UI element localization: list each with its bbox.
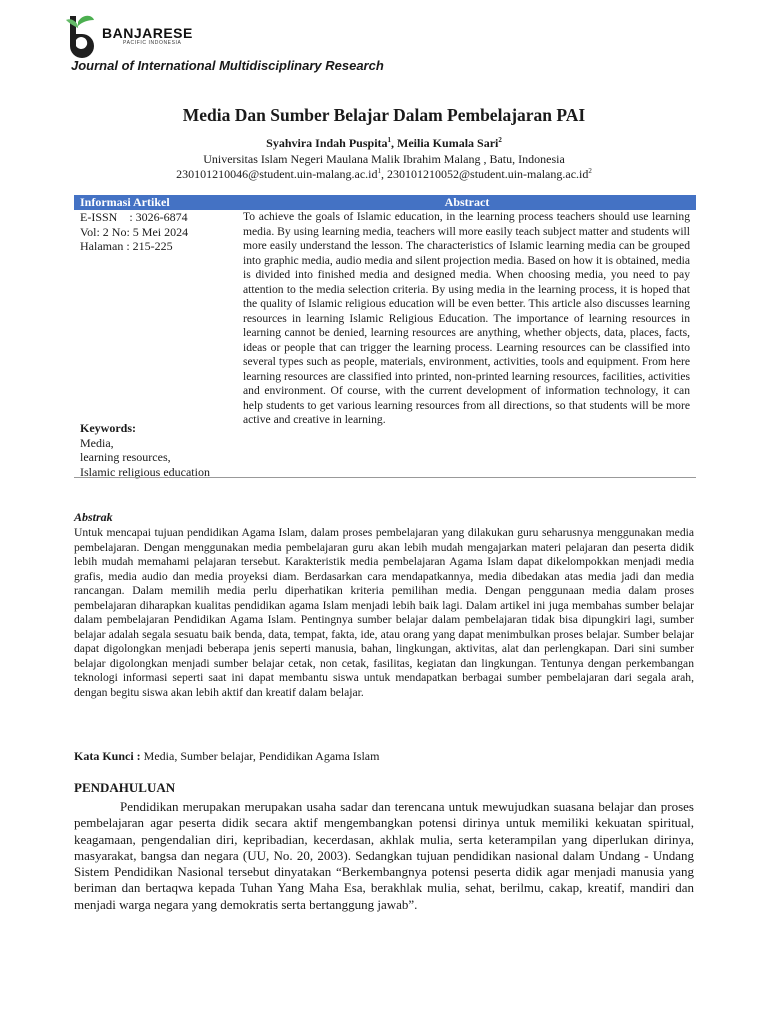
kata-kunci-value: Media, Sumber belajar, Pendidikan Agama Islam: [140, 749, 380, 763]
affiliation: Universitas Islam Negeri Maulana Malik Ibrahim Malang , Batu, Indonesia: [203, 152, 565, 166]
author-email[interactable]: 230101210052@student.uin-malang.ac.id: [387, 167, 589, 181]
journal-name: Journal of International Multidisciplinary Research: [71, 58, 384, 73]
paper-title: Media Dan Sumber Belajar Dalam Pembelajaran PAI: [182, 105, 586, 125]
author-emails: $230101210046@student.uin-malang.ac.id^1$, $230101210052@student.uin-malang.ac.id^2$: [176, 167, 592, 181]
brand-name: BANJARESE: [102, 25, 193, 41]
keywords-title: Keywords:: [80, 421, 136, 435]
publisher-logo: [62, 12, 212, 62]
author-name: Syahvira Indah Puspita: [266, 136, 388, 150]
intro-paragraph: [74, 799, 694, 913]
keyword-item: Islamic religious education: [80, 464, 210, 479]
authors: Syahvira Indah Puspita$^1$, Meilia Kumala Sari$^2$: [266, 136, 502, 150]
kata-kunci: [74, 749, 379, 764]
info-table-header: [74, 195, 696, 210]
page-range: Halaman : 215-225: [80, 239, 173, 253]
info-header-left: Informasi Artikel: [80, 195, 170, 209]
abstrak-text: Untuk mencapai tujuan pendidikan Agama Islam, dalam proses pembelajaran yang dilakukan guru seharusnya menggunakan media pembelajaran. Dengan menggunakan media pembelajaran guru akan lebih mudah mengajarkan materi pelajaran dan peserta didik lebih mudah memahami pelajaran tersebut. Karakteristik media pembelajaran Agama Islam dapat dikelompokkan menjadi media grafis, media audio dan media proyeksi diam. Berdasarkan cara mendapatkannya, media dibedakan atas media jadi dan media rancangan. Dalam memilih media perlu diperhatikan kriteria pemilihan media. Dengan penggunaan media dalam proses pembelajaran diharapkan kualitas pendidikan agama Islam menjadi lebih baik lagi. Dalam artikel ini juga membahas sumber belajar dalam pembelajaran Pendidikan Agama Islam. Pentingnya sumber belajar dalam pembelajaran tidak bisa dipungkiri lagi, sumber belajar adalah segala sesuatu baik benda, data, tempat, fakta, ide, atau orang yang dapat menimbulkan proses belajar. Sumber belajar dapat digolongkan menjadi beberapa jenis seperti manusia, bahan, lingkungan, aktivitas, alat dan perlengkapan. Dari sini sumber belajar digolongkan menjadi sumber belajar cetak, non cetak, fasilitas, kegiatan dan lingkungan. Tentunya dengan perkembangan teknologi informasi seperti saat ini dapat membantu siswa untuk mendapatkan berbagai sumber pembelajaran dari segala arah, dengan begitu siswa akan lebih aktif dan kreatif dalam belajar.: [74, 526, 694, 699]
keyword-item: Media,: [80, 435, 114, 450]
keywords-block: [80, 421, 210, 479]
volume: Vol: 2 No: 5 Mei 2024: [80, 224, 189, 239]
author-name: Meilia Kumala Sari: [397, 136, 499, 150]
kata-kunci-label: Kata Kunci :: [74, 749, 141, 763]
intro-text: Pendidikan merupakan merupakan usaha sadar dan terencana untuk mewujudkan suasana belajar dan proses pembelajaran agar peserta didik secara aktif mengembangkan potensi dirinya untuk memiliki kekuatan spiritual, keagamaan, pengendalian diri, kepribadian, kecerdasan, akhlak mulia, serta keterampilan yang diperlukan dirinya, masyarakat, bangsa dan negara (UU, No. 20, 2003). Sedangkan tujuan pendidikan nasional dalam Undang - Undang Sistem Pendidikan Nasional tersebut dinyatakan “Berkembangnya potensi peserta didik agar menjadi manusia yang beriman dan bertaqwa kepada Tuhan Yang Maha Esa, berakhlak mulia, sehat, berilmu, cakap, kreatif, mandiri dan menjadi warga negara yang demokratis serta bertanggung jawab”.: [74, 799, 694, 912]
article-info-table: [74, 195, 696, 426]
info-header-right: Abstract: [444, 195, 490, 209]
logo-mark-icon: [62, 12, 98, 60]
eissn: E-ISSN : 3026-6874: [80, 210, 188, 224]
keyword-item: learning resources,: [80, 450, 171, 464]
abstract-english: To achieve the goals of Islamic education, in the learning process teachers should use learning media. By using learning media, teachers will more easily teach subject matter and students will more easily understand the lesson. The characteristics of Islamic learning media can be grouped into graphic media, audio media and silent projection media. Based on how it is obtained, media is divided into finished media and designed media. When choosing media, you need to pay attention to the media selection criteria. By using media in the learning process, it is hoped that the quality of Islamic religious education will be even better. This article also discusses learning resources in learning Islamic Religious Education. The importance of learning resources in learning cannot be denied, learning resources are anything, whether objects, data, places, facts, ideas or people that can trigger the learning process. Learning resources can be classified into several types such as people, materials, environment, activities, tools and equipment. From here learning resources are classified into printed, non-printed learning resources, facilities, activities and environment. Of course, with the current development of information technology, it can help students to get various learning resources from all directions, so that students will be more active and creative in learning.: [243, 210, 690, 426]
brand-subtitle: PACIFIC INDONESIA: [123, 40, 182, 46]
table-divider: [74, 477, 696, 478]
abstrak-title: Abstrak: [74, 510, 113, 524]
article-info: [80, 210, 240, 254]
author-email[interactable]: 230101210046@student.uin-malang.ac.id: [176, 167, 378, 181]
section-heading: PENDAHULUAN: [74, 780, 176, 795]
